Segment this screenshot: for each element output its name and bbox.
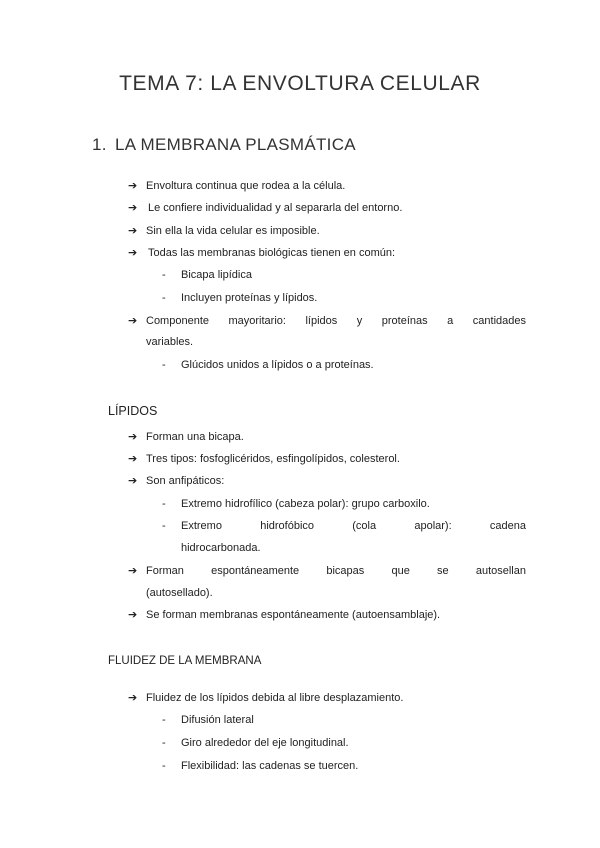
bullet-text: Forman una bicapa. [146,431,244,443]
bullet-text: Le confiere individualidad y al separarla del entorno. [148,202,403,214]
dash-icon: - [162,520,166,532]
bullet-text: Todas las membranas biológicas tienen en común: [148,247,396,259]
bullet-text: Fluidez de los lípidos debida al libre desplazamiento. [146,692,404,704]
arrow-right-icon: ➔ [128,202,138,214]
sub-item-text: Flexibilidad: las cadenas se tuercen. [181,760,359,772]
bullet-text-continued: (autosellado). [146,587,213,599]
page-title: TEMA 7: LA ENVOLTURA CELULAR [119,72,481,95]
arrow-right-icon: ➔ [128,180,138,192]
arrow-right-icon: ➔ [128,431,138,443]
bullet-text: Son anfipáticos: [146,475,225,487]
arrow-right-icon: ➔ [128,453,138,465]
arrow-right-icon: ➔ [128,315,138,327]
bullet-text: Forman espontáneamente bicapas que se autosellan [146,565,526,577]
sub-item-text: Glúcidos unidos a lípidos o a proteínas. [181,359,374,371]
bullet-text-continued: variables. [146,336,194,348]
arrow-right-icon: ➔ [128,225,138,237]
sub-item-text: Difusión lateral [181,714,254,726]
bullet-text: Se forman membranas espontáneamente (autoensamblaje). [146,609,441,621]
arrow-right-icon: ➔ [128,692,138,704]
sub-item-text: Incluyen proteínas y lípidos. [181,292,318,304]
sub-item-text: Extremo hidrofílico (cabeza polar): grupo carboxilo. [181,498,430,510]
section-number: 1. [92,135,107,154]
dash-icon: - [162,714,166,726]
lipidos-heading: LÍPIDOS [108,404,158,418]
dash-icon: - [162,737,166,749]
bullet-text: Envoltura continua que rodea a la célula. [146,180,346,192]
bullet-text: Componente mayoritario: lípidos y proteínas a cantidades [146,315,526,327]
section-heading-membrana [92,135,356,155]
dash-icon: - [162,760,166,772]
arrow-right-icon: ➔ [128,565,138,577]
arrow-right-icon: ➔ [128,609,138,621]
dash-icon: - [162,359,166,371]
dash-icon: - [162,292,166,304]
arrow-right-icon: ➔ [128,247,138,259]
bullet-text: Tres tipos: fosfoglicéridos, esfingolípidos, colesterol. [146,453,400,465]
bullet-text: Sin ella la vida celular es imposible. [146,225,320,237]
sub-item-text: Extremo hidrofóbico (cola apolar): cadena [181,520,526,532]
arrow-right-icon: ➔ [128,475,138,487]
section-title-text: LA MEMBRANA PLASMÁTICA [115,135,356,154]
dash-icon: - [162,269,166,281]
sub-item-text: Bicapa lipídica [181,269,252,281]
fluidez-heading: FLUIDEZ DE LA MEMBRANA [108,655,262,667]
dash-icon: - [162,498,166,510]
sub-item-text-continued: hidrocarbonada. [181,542,261,554]
sub-item-text: Giro alrededor del eje longitudinal. [181,737,349,749]
